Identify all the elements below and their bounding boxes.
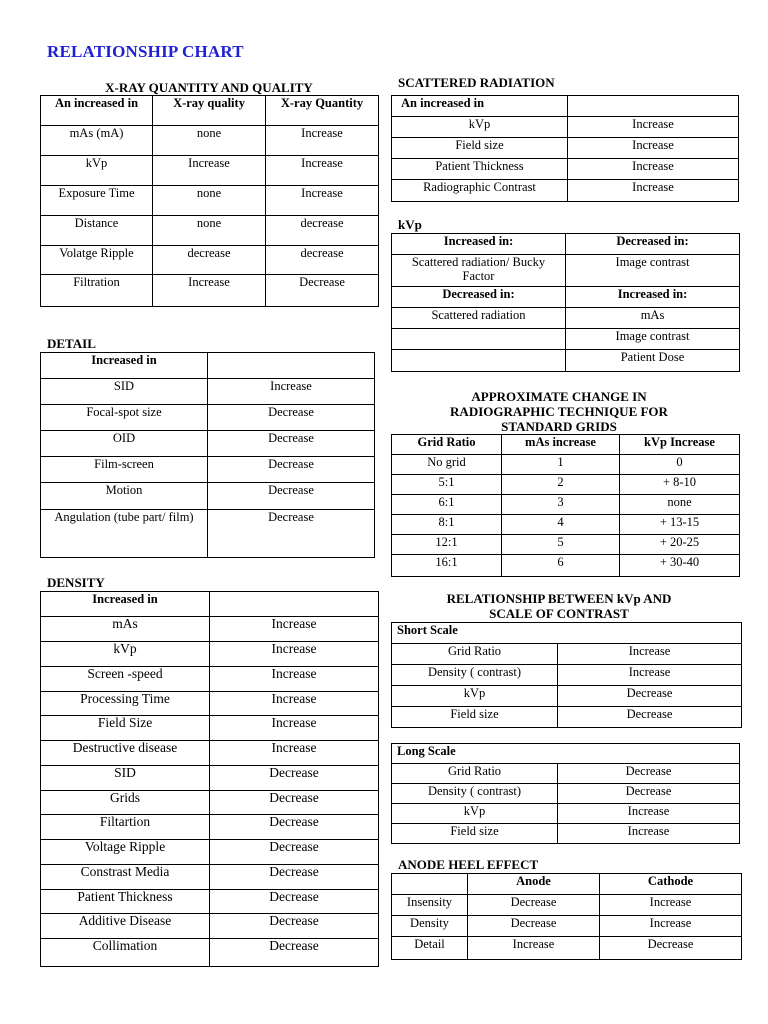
cell: Decrease <box>210 890 379 914</box>
header-cell: An increased in <box>41 96 153 126</box>
cell: Increase <box>208 379 375 405</box>
cell: Grids <box>41 791 210 815</box>
cell: 8:1 <box>392 515 502 535</box>
cell: Patient Dose <box>566 350 740 372</box>
scatter-section-title: SCATTERED RADIATION <box>398 75 555 90</box>
cell: Increase <box>153 275 266 307</box>
density-table <box>40 591 379 967</box>
cell: Angulation (tube part/ film) <box>41 510 208 558</box>
cell: Volatge Ripple <box>41 246 153 275</box>
cell: Image contrast <box>566 255 740 287</box>
table-row <box>392 916 742 937</box>
cell: Field size <box>392 138 568 159</box>
table-row <box>392 255 740 287</box>
cell: Field Size <box>41 716 210 741</box>
cell: SID <box>41 379 208 405</box>
table-row <box>41 716 379 741</box>
cell: Decrease <box>558 707 742 728</box>
table-row <box>41 510 375 558</box>
table-row <box>41 246 379 275</box>
cell: Decrease <box>208 510 375 558</box>
scatter-table <box>391 95 739 202</box>
cell: Distance <box>41 216 153 246</box>
cell: Increase <box>568 138 739 159</box>
table-header-row <box>41 353 375 379</box>
header-cell: Increased in: <box>566 287 740 308</box>
header-cell: Cathode <box>600 874 742 895</box>
cell: Increase <box>266 186 379 216</box>
cell <box>392 350 566 372</box>
table-header-row <box>392 96 739 117</box>
xray-table <box>40 95 379 307</box>
cell: Radiographic Contrast <box>392 180 568 202</box>
cell: + 30-40 <box>620 555 740 577</box>
cell: Decrease <box>210 766 379 791</box>
cell: Density ( contrast) <box>392 784 558 804</box>
detail-table <box>40 352 375 558</box>
table-row <box>392 686 742 707</box>
cell: kVp <box>392 804 558 824</box>
cell: kVp <box>41 156 153 186</box>
cell: Field size <box>392 707 558 728</box>
header-cell: Decreased in: <box>566 234 740 255</box>
cell <box>210 592 379 617</box>
cell: No grid <box>392 455 502 475</box>
table-row <box>41 379 375 405</box>
cell: decrease <box>266 246 379 275</box>
cell: Decrease <box>558 784 740 804</box>
table-row <box>392 350 740 372</box>
cell: Increase <box>266 126 379 156</box>
table-row <box>41 741 379 766</box>
cell: Density ( contrast) <box>392 665 558 686</box>
header-cell: mAs increase <box>502 435 620 455</box>
table-row <box>41 457 375 483</box>
table-row <box>41 865 379 890</box>
cell: Increase <box>568 159 739 180</box>
cell: Decrease <box>208 457 375 483</box>
cell: mAs (mA) <box>41 126 153 156</box>
cell: Increase <box>153 156 266 186</box>
table-row <box>41 766 379 791</box>
cell: 6:1 <box>392 495 502 515</box>
cell: kVp <box>392 686 558 707</box>
header-cell: Anode <box>468 874 600 895</box>
page-title: RELATIONSHIP CHART <box>47 42 244 61</box>
detail-section-title: DETAIL <box>47 336 96 351</box>
cell: Increase <box>568 180 739 202</box>
table-row <box>41 617 379 642</box>
table-row <box>392 475 740 495</box>
table-row <box>41 642 379 667</box>
cell: SID <box>41 766 210 791</box>
cell: kVp <box>392 117 568 138</box>
cell: + 13-15 <box>620 515 740 535</box>
cell: Increase <box>558 824 740 844</box>
cell: Screen -speed <box>41 667 210 692</box>
table-header-row <box>392 874 742 895</box>
table-row <box>392 117 739 138</box>
table-row <box>392 707 742 728</box>
header-cell: Increased in <box>41 353 208 379</box>
cell: 1 <box>502 455 620 475</box>
heel-section-title: ANODE HEEL EFFECT <box>398 857 539 872</box>
cell: Increase <box>210 716 379 741</box>
cell: Insensity <box>392 895 468 916</box>
table-row <box>41 275 379 307</box>
grids-section-title: APPROXIMATE CHANGE IN RADIOGRAPHIC TECHNIQUE FOR STANDARD GRIDS <box>450 389 668 434</box>
cell: 12:1 <box>392 535 502 555</box>
cell: Voltage Ripple <box>41 840 210 865</box>
cell: Focal-spot size <box>41 405 208 431</box>
table-row <box>392 515 740 535</box>
header-cell: Increased in <box>41 592 210 617</box>
cell: 5:1 <box>392 475 502 495</box>
table-row <box>392 824 740 844</box>
cell: mAs <box>566 308 740 329</box>
cell: Increase <box>210 642 379 667</box>
cell: Decrease <box>208 405 375 431</box>
cell: Decrease <box>468 916 600 937</box>
cell: Decrease <box>468 895 600 916</box>
cell: Density <box>392 916 468 937</box>
table-row <box>392 535 740 555</box>
cell: Decrease <box>210 865 379 890</box>
table-row <box>41 667 379 692</box>
cell: 0 <box>620 455 740 475</box>
table-row <box>41 840 379 865</box>
cell: Field size <box>392 824 558 844</box>
table-row <box>41 431 375 457</box>
cell: Decrease <box>266 275 379 307</box>
cell: Decrease <box>558 686 742 707</box>
cell: Image contrast <box>566 329 740 350</box>
cell: decrease <box>266 216 379 246</box>
cell: decrease <box>153 246 266 275</box>
table-header-row <box>41 96 379 126</box>
table-row <box>41 815 379 840</box>
table-row <box>392 895 742 916</box>
cell: Increase <box>266 156 379 186</box>
cell: Increase <box>558 644 742 665</box>
cell: 4 <box>502 515 620 535</box>
cell: Patient Thickness <box>41 890 210 914</box>
table-row <box>41 914 379 939</box>
table-header-row <box>392 435 740 455</box>
heel-table <box>391 873 742 960</box>
cell: Increase <box>210 741 379 766</box>
short-scale-table <box>391 622 742 728</box>
table-row <box>41 405 375 431</box>
table-row <box>41 126 379 156</box>
cell: OID <box>41 431 208 457</box>
table-row <box>392 665 742 686</box>
cell: + 20-25 <box>620 535 740 555</box>
header-cell: kVp Increase <box>620 435 740 455</box>
cell: none <box>153 126 266 156</box>
cell: Increase <box>468 937 600 960</box>
cell <box>208 353 375 379</box>
cell: Decrease <box>558 764 740 784</box>
cell: mAs <box>41 617 210 642</box>
table-row <box>392 784 740 804</box>
cell: Increase <box>600 895 742 916</box>
cell: Increase <box>210 692 379 716</box>
cell: 3 <box>502 495 620 515</box>
cell: Detail <box>392 937 468 960</box>
cell: Decrease <box>208 483 375 510</box>
table-row <box>41 186 379 216</box>
header-cell: X-ray Quantity <box>266 96 379 126</box>
table-header-row <box>392 744 740 764</box>
table-row <box>392 804 740 824</box>
cell <box>568 96 739 117</box>
cell: Destructive disease <box>41 741 210 766</box>
table-row <box>392 455 740 475</box>
contrast-section-title: RELATIONSHIP BETWEEN kVp AND SCALE OF CONTRAST <box>446 591 672 621</box>
table-row <box>392 644 742 665</box>
table-header-row <box>392 234 740 255</box>
table-row <box>41 156 379 186</box>
header-cell: Increased in: <box>392 234 566 255</box>
table-row <box>392 764 740 784</box>
cell: 6 <box>502 555 620 577</box>
cell: Decrease <box>208 431 375 457</box>
table-row <box>41 791 379 815</box>
cell: Increase <box>558 665 742 686</box>
header-cell <box>392 874 468 895</box>
short-scale-label: Short Scale <box>392 623 742 644</box>
cell: Decrease <box>600 937 742 960</box>
cell: Patient Thickness <box>392 159 568 180</box>
cell: 5 <box>502 535 620 555</box>
cell: Film-screen <box>41 457 208 483</box>
long-scale-label: Long Scale <box>392 744 740 764</box>
cell: Decrease <box>210 815 379 840</box>
cell: Increase <box>600 916 742 937</box>
table-row <box>392 159 739 180</box>
cell: + 8-10 <box>620 475 740 495</box>
cell: Decrease <box>210 939 379 967</box>
cell: Filtration <box>41 275 153 307</box>
header-cell: Grid Ratio <box>392 435 502 455</box>
cell: 2 <box>502 475 620 495</box>
kvp-section-title: kVp <box>398 217 422 232</box>
cell: none <box>153 186 266 216</box>
table-row <box>392 329 740 350</box>
cell: Exposure Time <box>41 186 153 216</box>
cell: Increase <box>568 117 739 138</box>
cell: Decrease <box>210 840 379 865</box>
table-header-row <box>41 592 379 617</box>
cell: Decrease <box>210 914 379 939</box>
table-row <box>392 180 739 202</box>
xray-section-title: X-RAY QUANTITY AND QUALITY <box>105 80 313 95</box>
cell: Grid Ratio <box>392 764 558 784</box>
cell: Constrast Media <box>41 865 210 890</box>
cell: Additive Disease <box>41 914 210 939</box>
header-cell: An increased in <box>392 96 568 117</box>
cell: Grid Ratio <box>392 644 558 665</box>
cell: Increase <box>210 617 379 642</box>
cell: Scattered radiation <box>392 308 566 329</box>
table-row <box>41 939 379 967</box>
cell <box>392 329 566 350</box>
cell: 16:1 <box>392 555 502 577</box>
header-cell: Decreased in: <box>392 287 566 308</box>
grids-table <box>391 434 740 577</box>
cell: Filtartion <box>41 815 210 840</box>
table-header-row <box>392 623 742 644</box>
cell: Scattered radiation/ Bucky Factor <box>392 255 566 287</box>
table-row <box>41 890 379 914</box>
table-row <box>41 483 375 510</box>
table-row <box>41 216 379 246</box>
cell: Motion <box>41 483 208 510</box>
cell: Collimation <box>41 939 210 967</box>
table-header-row <box>392 287 740 308</box>
cell: Processing Time <box>41 692 210 716</box>
cell: Increase <box>558 804 740 824</box>
cell: Increase <box>210 667 379 692</box>
cell: none <box>153 216 266 246</box>
table-row <box>392 495 740 515</box>
cell: kVp <box>41 642 210 667</box>
table-row <box>392 937 742 960</box>
long-scale-table <box>391 743 740 844</box>
density-section-title: DENSITY <box>47 575 105 590</box>
header-cell: X-ray quality <box>153 96 266 126</box>
table-row <box>41 692 379 716</box>
cell: none <box>620 495 740 515</box>
table-row <box>392 308 740 329</box>
cell: Decrease <box>210 791 379 815</box>
kvp-table <box>391 233 740 372</box>
table-row <box>392 555 740 577</box>
table-row <box>392 138 739 159</box>
